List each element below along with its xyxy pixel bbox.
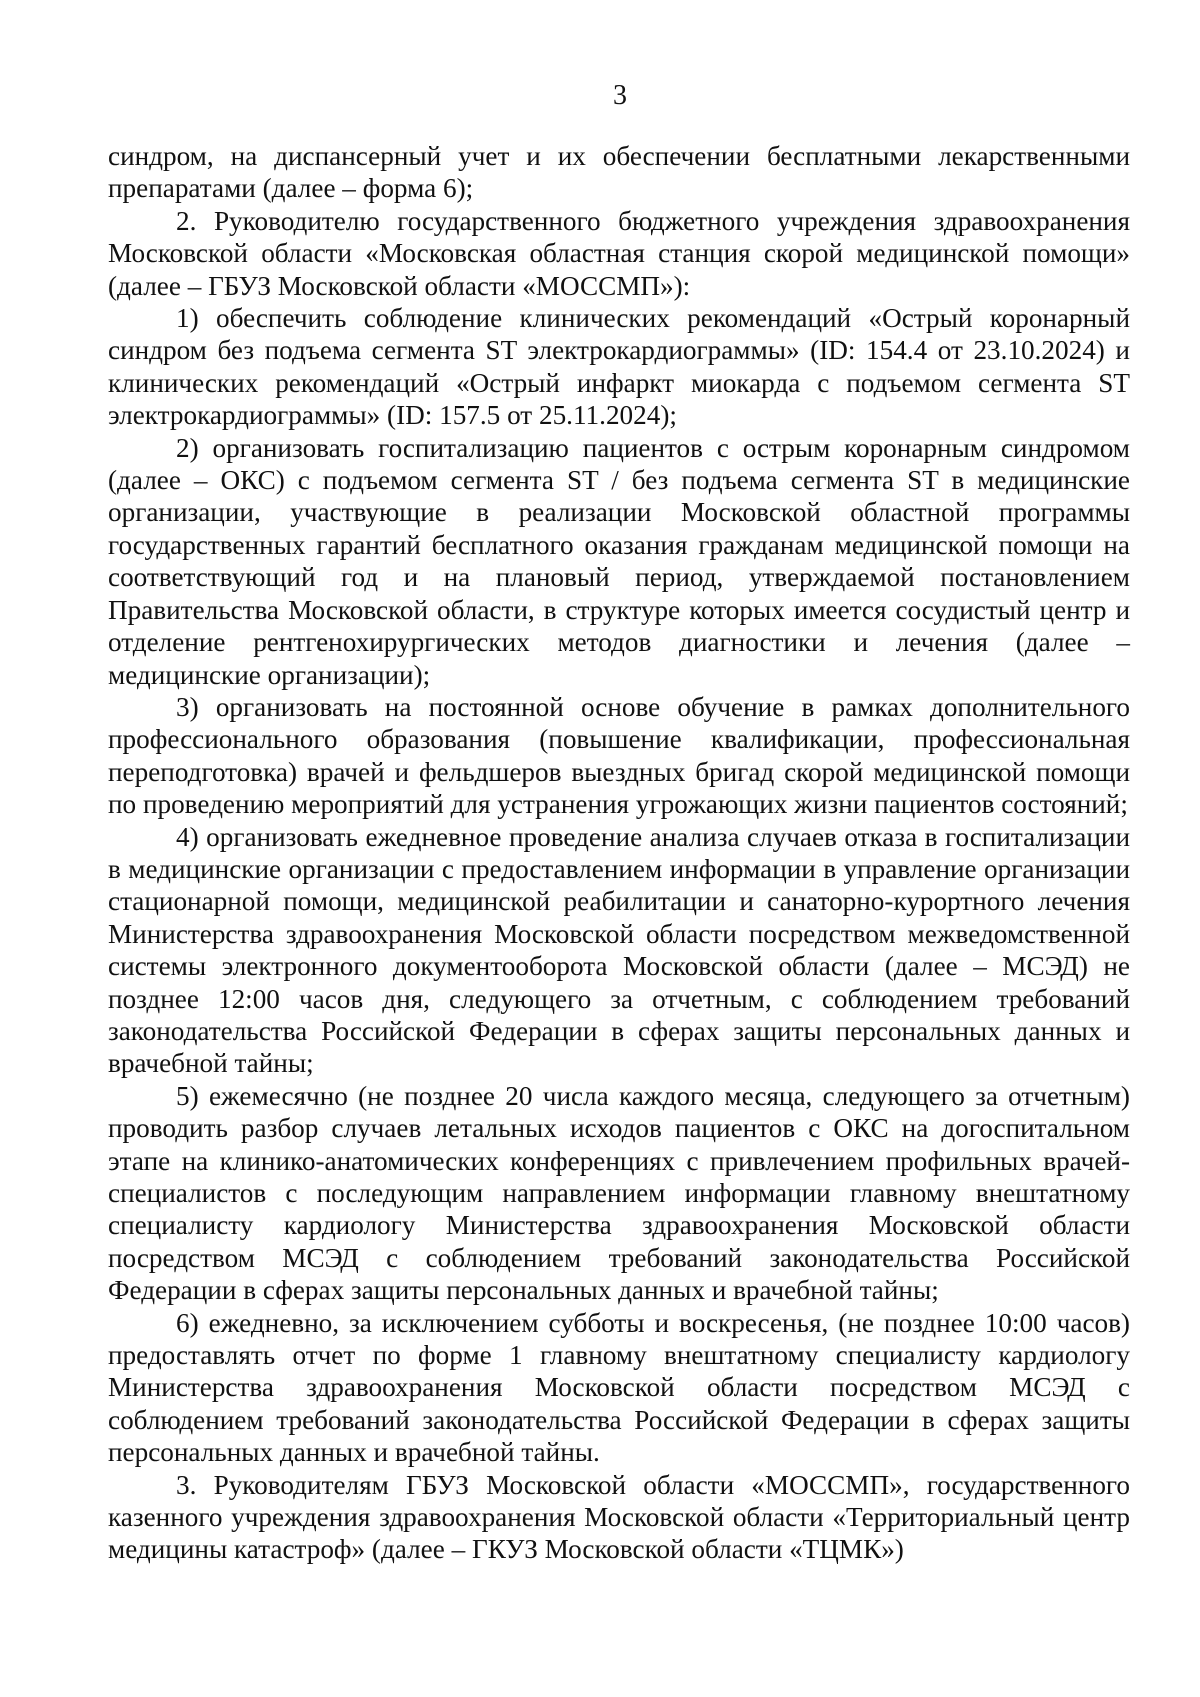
paragraph-clause-2-4: 4) организовать ежедневное проведение анализа случаев отказа в госпитализации в медицинские организации с предоставлением информации в управление организации стационарной помощи, медицинской реабилитации и санаторно-курортного лечения Министерства здравоохранения Московской области посредством межведомственной системы электронного документооборота Московской области (далее – МСЭД) не позднее 12:00 часов дня, следующего за отчетным, с соблюдением требований законодательства Российской Федерации в сферах защиты персональных данных и врачебной тайны; — [108, 821, 1130, 1079]
paragraph-clause-2-3: 3) организовать на постоянной основе обучение в рамках дополнительного профессионального образования (повышение квалификации, профессиональная переподготовка) врачей и фельдшеров выездных бригад скорой медицинской помощи по проведению мероприятий для устранения угрожающих жизни пациентов состояний; — [108, 691, 1130, 820]
paragraph-clause-2-2: 2) организовать госпитализацию пациентов с острым коронарным синдромом (далее – ОКС) с подъемом сегмента ST / без подъема сегмента ST в медицинские организации, участвующие в реализации Московской областной программы государственных гарантий бесплатного оказания гражданам медицинской помощи на соответствующий год и на плановый период, утверждаемой постановлением Правительства Московской области, в структуре которых имеется сосудистый центр и отделение рентгенохирургических методов диагностики и лечения (далее – медицинские организации); — [108, 432, 1130, 690]
paragraph-clause-2: 2. Руководителю государственного бюджетного учреждения здравоохранения Московской области «Московская областная станция скорой медицинской помощи» (далее – ГБУЗ Московской области «МОССМП»): — [108, 205, 1130, 301]
document-body — [108, 140, 1130, 1566]
paragraph-clause-3: 3. Руководителям ГБУЗ Московской области «МОССМП», государственного казенного учреждения здравоохранения Московской области «Территориальный центр медицины катастроф» (далее – ГКУЗ Московской области «ТЦМК») — [108, 1469, 1130, 1565]
paragraph-clause-2-5: 5) ежемесячно (не позднее 20 числа каждого месяца, следующего за отчетным) проводить разбор случаев летальных исходов пациентов с ОКС на догоспитальном этапе на клинико-анатомических конференциях с привлечением профильных врачей-специалистов с последующим направлением информации главному внештатному специалисту кардиологу Министерства здравоохранения Московской области посредством МСЭД с соблюдением требований законодательства Российской Федерации в сферах защиты персональных данных и врачебной тайны; — [108, 1080, 1130, 1306]
paragraph-clause-2-1: 1) обеспечить соблюдение клинических рекомендаций «Острый коронарный синдром без подъема сегмента ST электрокардиограммы» (ID: 154.4 от 23.10.2024) и клинических рекомендаций «Острый инфаркт миокарда с подъемом сегмента ST электрокардиограммы» (ID: 157.5 от 25.11.2024); — [108, 303, 1130, 431]
page-number: 3 — [613, 80, 627, 111]
paragraph-intro-continuation: синдром, на диспансерный учет и их обеспечении бесплатными лекарственными препаратами (далее – форма 6); — [108, 141, 1130, 204]
paragraph-clause-2-6: 6) ежедневно, за исключением субботы и воскресенья, (не позднее 10:00 часов) предоставлять отчет по форме 1 главному внештатному специалисту кардиологу Министерства здравоохранения Московской области посредством МСЭД с соблюдением требований законодательства Российской Федерации в сферах защиты персональных данных и врачебной тайны. — [108, 1307, 1130, 1468]
